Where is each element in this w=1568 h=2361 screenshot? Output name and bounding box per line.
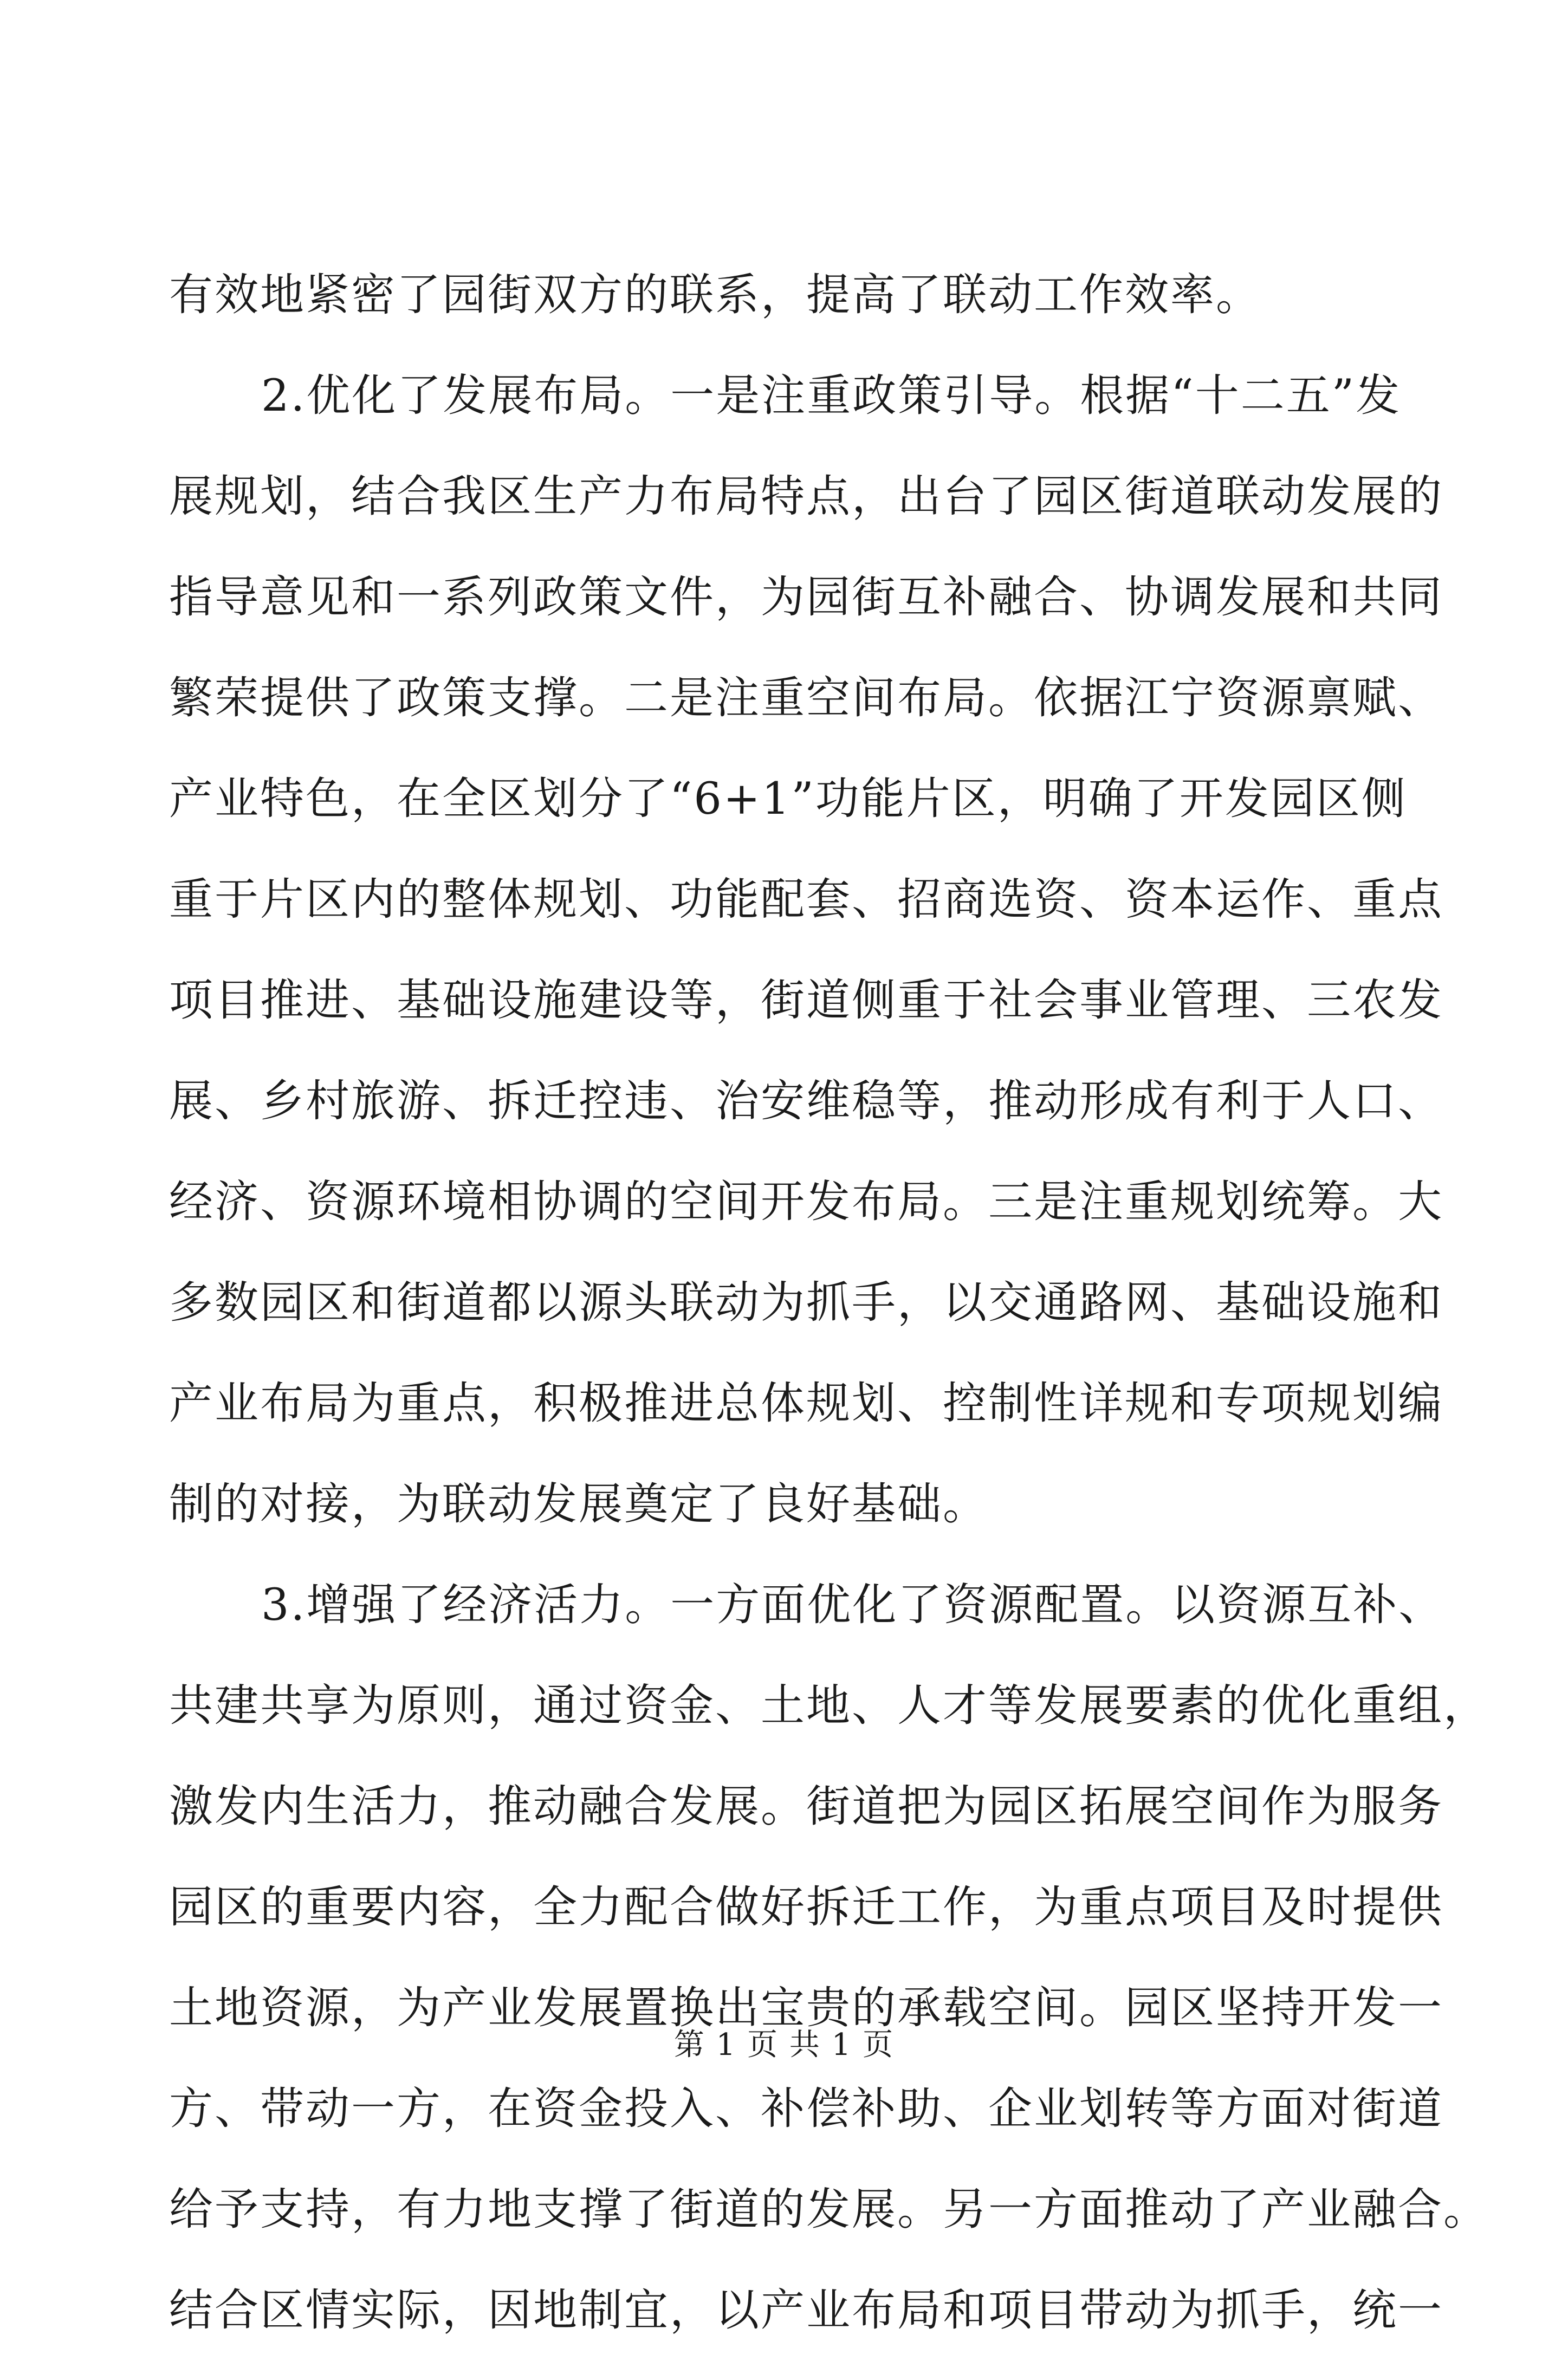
text-line: 展规划，结合我区生产力布局特点，出台了园区街道联动发展的 <box>169 471 1444 522</box>
text-line: 2.优化了发展布局。一是注重政策引导。根据“十二五”发 <box>261 371 1402 421</box>
text-line: 3.增强了经济活力。一方面优化了资源配置。以资源互补、 <box>261 1580 1444 1631</box>
text-line: 有效地紧密了园街双方的联系，提高了联动工作效率。 <box>169 270 1262 321</box>
text-line: 产业特色，在全区划分了“6+1”功能片区，明确了开发园区侧 <box>169 774 1407 825</box>
text-line: 多数园区和街道都以源头联动为抓手，以交通路网、基础设施和 <box>169 1277 1444 1328</box>
text-line: 项目推进、基础设施建设等，街道侧重于社会事业管理、三农发 <box>169 975 1444 1026</box>
text-line: 园区的重要内容，全力配合做好拆迁工作，为重点项目及时提供 <box>169 1882 1444 1933</box>
text-line: 给予支持，有力地支撑了街道的发展。另一方面推动了产业融合。 <box>169 2184 1489 2235</box>
text-line: 经济、资源环境相协调的空间开发布局。三是注重规划统筹。大 <box>169 1177 1444 1228</box>
text-line: 共建共享为原则，通过资金、土地、人才等发展要素的优化重组， <box>169 1681 1489 1731</box>
text-line: 繁荣提供了政策支撑。二是注重空间布局。依据江宁资源禀赋、 <box>169 673 1444 724</box>
text-line: 结合区情实际，因地制宜，以产业布局和项目带动为抓手，统一 <box>169 2285 1444 2336</box>
text-line: 重于片区内的整体规划、功能配套、招商选资、资本运作、重点 <box>169 874 1444 925</box>
text-line: 制的对接，为联动发展奠定了良好基础。 <box>169 1479 989 1530</box>
text-line: 产业布局为重点，积极推进总体规划、控制性详规和专项规划编 <box>169 1378 1444 1429</box>
text-line: 指导意见和一系列政策文件，为园街互补融合、协调发展和共同 <box>169 572 1444 623</box>
page-number-label: 第 1 页 共 1 页 <box>673 2027 895 2062</box>
text-line: 展、乡村旅游、拆迁控违、治安维稳等，推动形成有利于人口、 <box>169 1076 1444 1127</box>
text-line: 土地资源，为产业发展置换出宝贵的承载空间。园区坚持开发一 <box>169 1983 1444 2034</box>
text-line: 方、带动一方，在资金投入、补偿补助、企业划转等方面对街道 <box>169 2084 1444 2135</box>
text-line: 激发内生活力，推动融合发展。街道把为园区拓展空间作为服务 <box>169 1781 1444 1832</box>
page-footer <box>0 2023 1568 2067</box>
